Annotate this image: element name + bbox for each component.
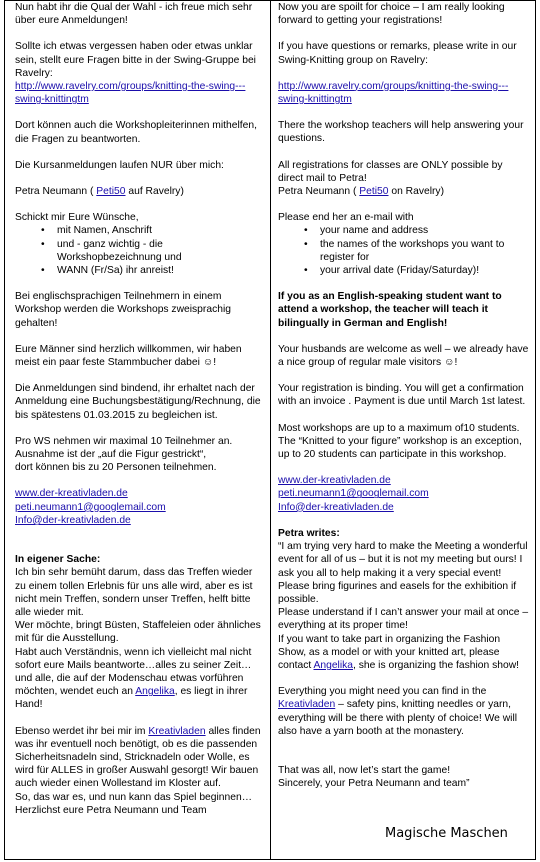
petra-writes-heading: Petra writes: (278, 527, 340, 539)
ravelry-group-link[interactable]: http://www.ravelry.com/groups/knitting-the-swing---swing-knittingtm (278, 80, 509, 106)
english-text: Bei englischsprachigen Teilnehmern in einem Workshop werden die Workshops zweisprachig gehalten! (15, 291, 231, 329)
website-link[interactable]: www.der-kreativladen.de (15, 488, 128, 500)
shop-paragraph: Ebenso werdet ihr bei mir im Kreativladen alles finden was ihr eventuell noch benötigt, ob es die passenden Sicherheitsnadeln sind, Stricknadeln oder Wolle, es wird für ALLES in großer Auswahl gesorgt! Wir bauen auch wieder einen Wollestand im Kloster auf. (15, 725, 261, 790)
angelika-link[interactable]: Angelika (313, 659, 353, 671)
petra-ravelry-link[interactable]: Peti50 (359, 186, 389, 198)
send-mail-text: Please end her an e-mail with (278, 212, 414, 224)
english-column (270, 1, 535, 859)
english-students-text: If you as an English-speaking student want to attend a workshop, the teacher will teach it bilingually in German and English! (278, 291, 502, 329)
leaders-text: Dort können auch die Workshopleiterinnen mithelfen, die Fragen zu beantworten. (15, 120, 257, 145)
writes-paragraph-2: Please bring figurines and easels for the exhibition if possible. (278, 580, 517, 605)
closing-line-2: Herzlichst eure Petra Neumann und Team (15, 804, 207, 816)
list-item: • WANN (Fr/Sa) ihr anreist! (57, 264, 264, 277)
intro-text: Nun habt ihr die Qual der Wahl - ich freue mich sehr über eure Anmeldungen! (15, 2, 253, 27)
forgot-text: Sollte ich etwas vergessen haben oder etwas unklar sein, stellt eure Fragen bitte in der Swing-Gruppe bei Ravelry: (15, 41, 256, 79)
list-item: • your name and address (320, 224, 529, 237)
men-text: Eure Männer sind herzlich willkommen, wir haben meist ein paar feste Stammbucher dabei ☺! (15, 343, 242, 369)
writes-paragraph-3: Please understand if I can’t answer your mail at once – everything at its proper time! (278, 607, 529, 632)
petra-ravelry-link[interactable]: Peti50 (96, 186, 126, 198)
max-text-3: dort können bis zu 20 Personen teilnehmen. (15, 462, 217, 474)
own-paragraph-3: Habt auch Verständnis, wenn ich vielleicht mal nicht sofort eure Mails beantworte…alles zu seiner Zeit… und alle, die auf der Modenschau etwas vorführen möchten, wendet euch an Angelika, es liegt in ihrer Hand! (15, 646, 252, 711)
shop-paragraph: Everything you might need you can find in the Kreativladen – safety pins, knitting needles or yarn, everything will be there with plenty of choice! We will also have a yarn booth at the monastery. (278, 686, 518, 737)
petra-contact: Petra Neumann ( Peti50 on Ravelry) (278, 186, 445, 198)
own-paragraph-2: Wer möchte, bringt Büsten, Staffeleien oder ähnliches mit für die Ausstellung. (15, 620, 261, 645)
max-text-1: Most workshops are up to a maximum of10 students. (278, 422, 520, 434)
list-item: • und - ganz wichtig - die Workshopbezeichnung und (57, 238, 264, 264)
list-item: • mit Namen, Anschrift (57, 224, 264, 237)
petra-contact: Petra Neumann ( Peti50 auf Ravelry) (15, 186, 184, 198)
angelika-link[interactable]: Angelika (135, 686, 175, 698)
max-text-2: Ausnahme ist der „auf die Figur gestrickt“, (15, 449, 207, 461)
closing-line-1: That was all, now let’s start the game! (278, 764, 451, 776)
closing-line-1: So, das war es, und nun kann das Spiel beginnen… (15, 791, 252, 803)
website-link[interactable]: www.der-kreativladen.de (278, 475, 391, 487)
questions-text: If you have questions or remarks, please write in our Swing-Knitting group on Ravelry: (278, 41, 517, 66)
watermark-text: Magische Maschen (385, 826, 508, 841)
list-item: • your arrival date (Friday/Saturday)! (320, 264, 529, 277)
info-email-link[interactable]: Info@der-kreativladen.de (15, 514, 131, 526)
own-paragraph-1: Ich bin sehr bemüht darum, dass das Treffen wieder zu einem tollen Erlebnis für uns alle wird, aber es ist nicht mein Treffen, sondern unser Treffen, helft bitte alle wieder mit. (15, 567, 253, 618)
closing-line-2: Sincerely, your Petra Neumann and team” (278, 778, 470, 790)
max-text-1: Pro WS nehmen wir maximal 10 Teilnehmer an. (15, 435, 233, 447)
email-link[interactable]: peti.neumann1@googlemail.com (15, 501, 166, 513)
registration-only-text: All registrations for classes are ONLY possible by direct mail to Petra! (278, 159, 503, 184)
binding-text: Die Anmeldungen sind bindend, ihr erhaltet nach der Anmeldung eine Buchungsbestätigung/Rechnung, die bis spätestens 01.03.2015 zu begleichen ist. (15, 383, 261, 421)
registration-only-text: Die Kursanmeldungen laufen NUR über mich: (15, 159, 224, 171)
send-wishes-text: Schickt mir Eure Wünsche, (15, 212, 139, 224)
binding-text: Your registration is binding. You will get a confirmation with an invoice . Payment is due until March 1st latest. (278, 383, 526, 408)
kreativladen-link[interactable]: Kreativladen (278, 699, 336, 711)
list-item: • the names of the workshops you want to register for (320, 238, 529, 264)
intro-text: Now you are spoilt for choice – I am really looking forward to getting your registrations! (278, 2, 505, 27)
wishes-list (15, 224, 264, 277)
teachers-text: There the workshop teachers will help answering your questions. (278, 120, 524, 145)
husbands-text: Your husbands are welcome as well – we already have a nice group of regular male visitors ☺! (278, 343, 529, 369)
max-text-2: The “Knitted to your figure” workshop is an exception, up to 20 students can participate in this workshop. (278, 435, 522, 461)
email-link[interactable]: peti.neumann1@googlemail.com (278, 488, 429, 500)
german-column (5, 1, 270, 859)
writes-paragraph-1: “I am trying very hard to make the Meeting a wonderful event for all of us – but it is not my meeting but ours! I ask you all to help making it a very special event! (278, 541, 528, 579)
document-page (4, 0, 536, 860)
kreativladen-link[interactable]: Kreativladen (148, 725, 206, 737)
ravelry-group-link[interactable]: http://www.ravelry.com/groups/knitting-the-swing---swing-knittingtm (15, 81, 246, 106)
info-email-link[interactable]: Info@der-kreativladen.de (278, 501, 394, 513)
mail-contents-list (278, 224, 529, 277)
writes-paragraph-4: If you want to take part in organizing the Fashion Show, as a model or with your knitted art, please contact Angelika, she is organizing the fashion show! (278, 633, 519, 671)
own-matter-heading: In eigener Sache: (15, 554, 101, 566)
